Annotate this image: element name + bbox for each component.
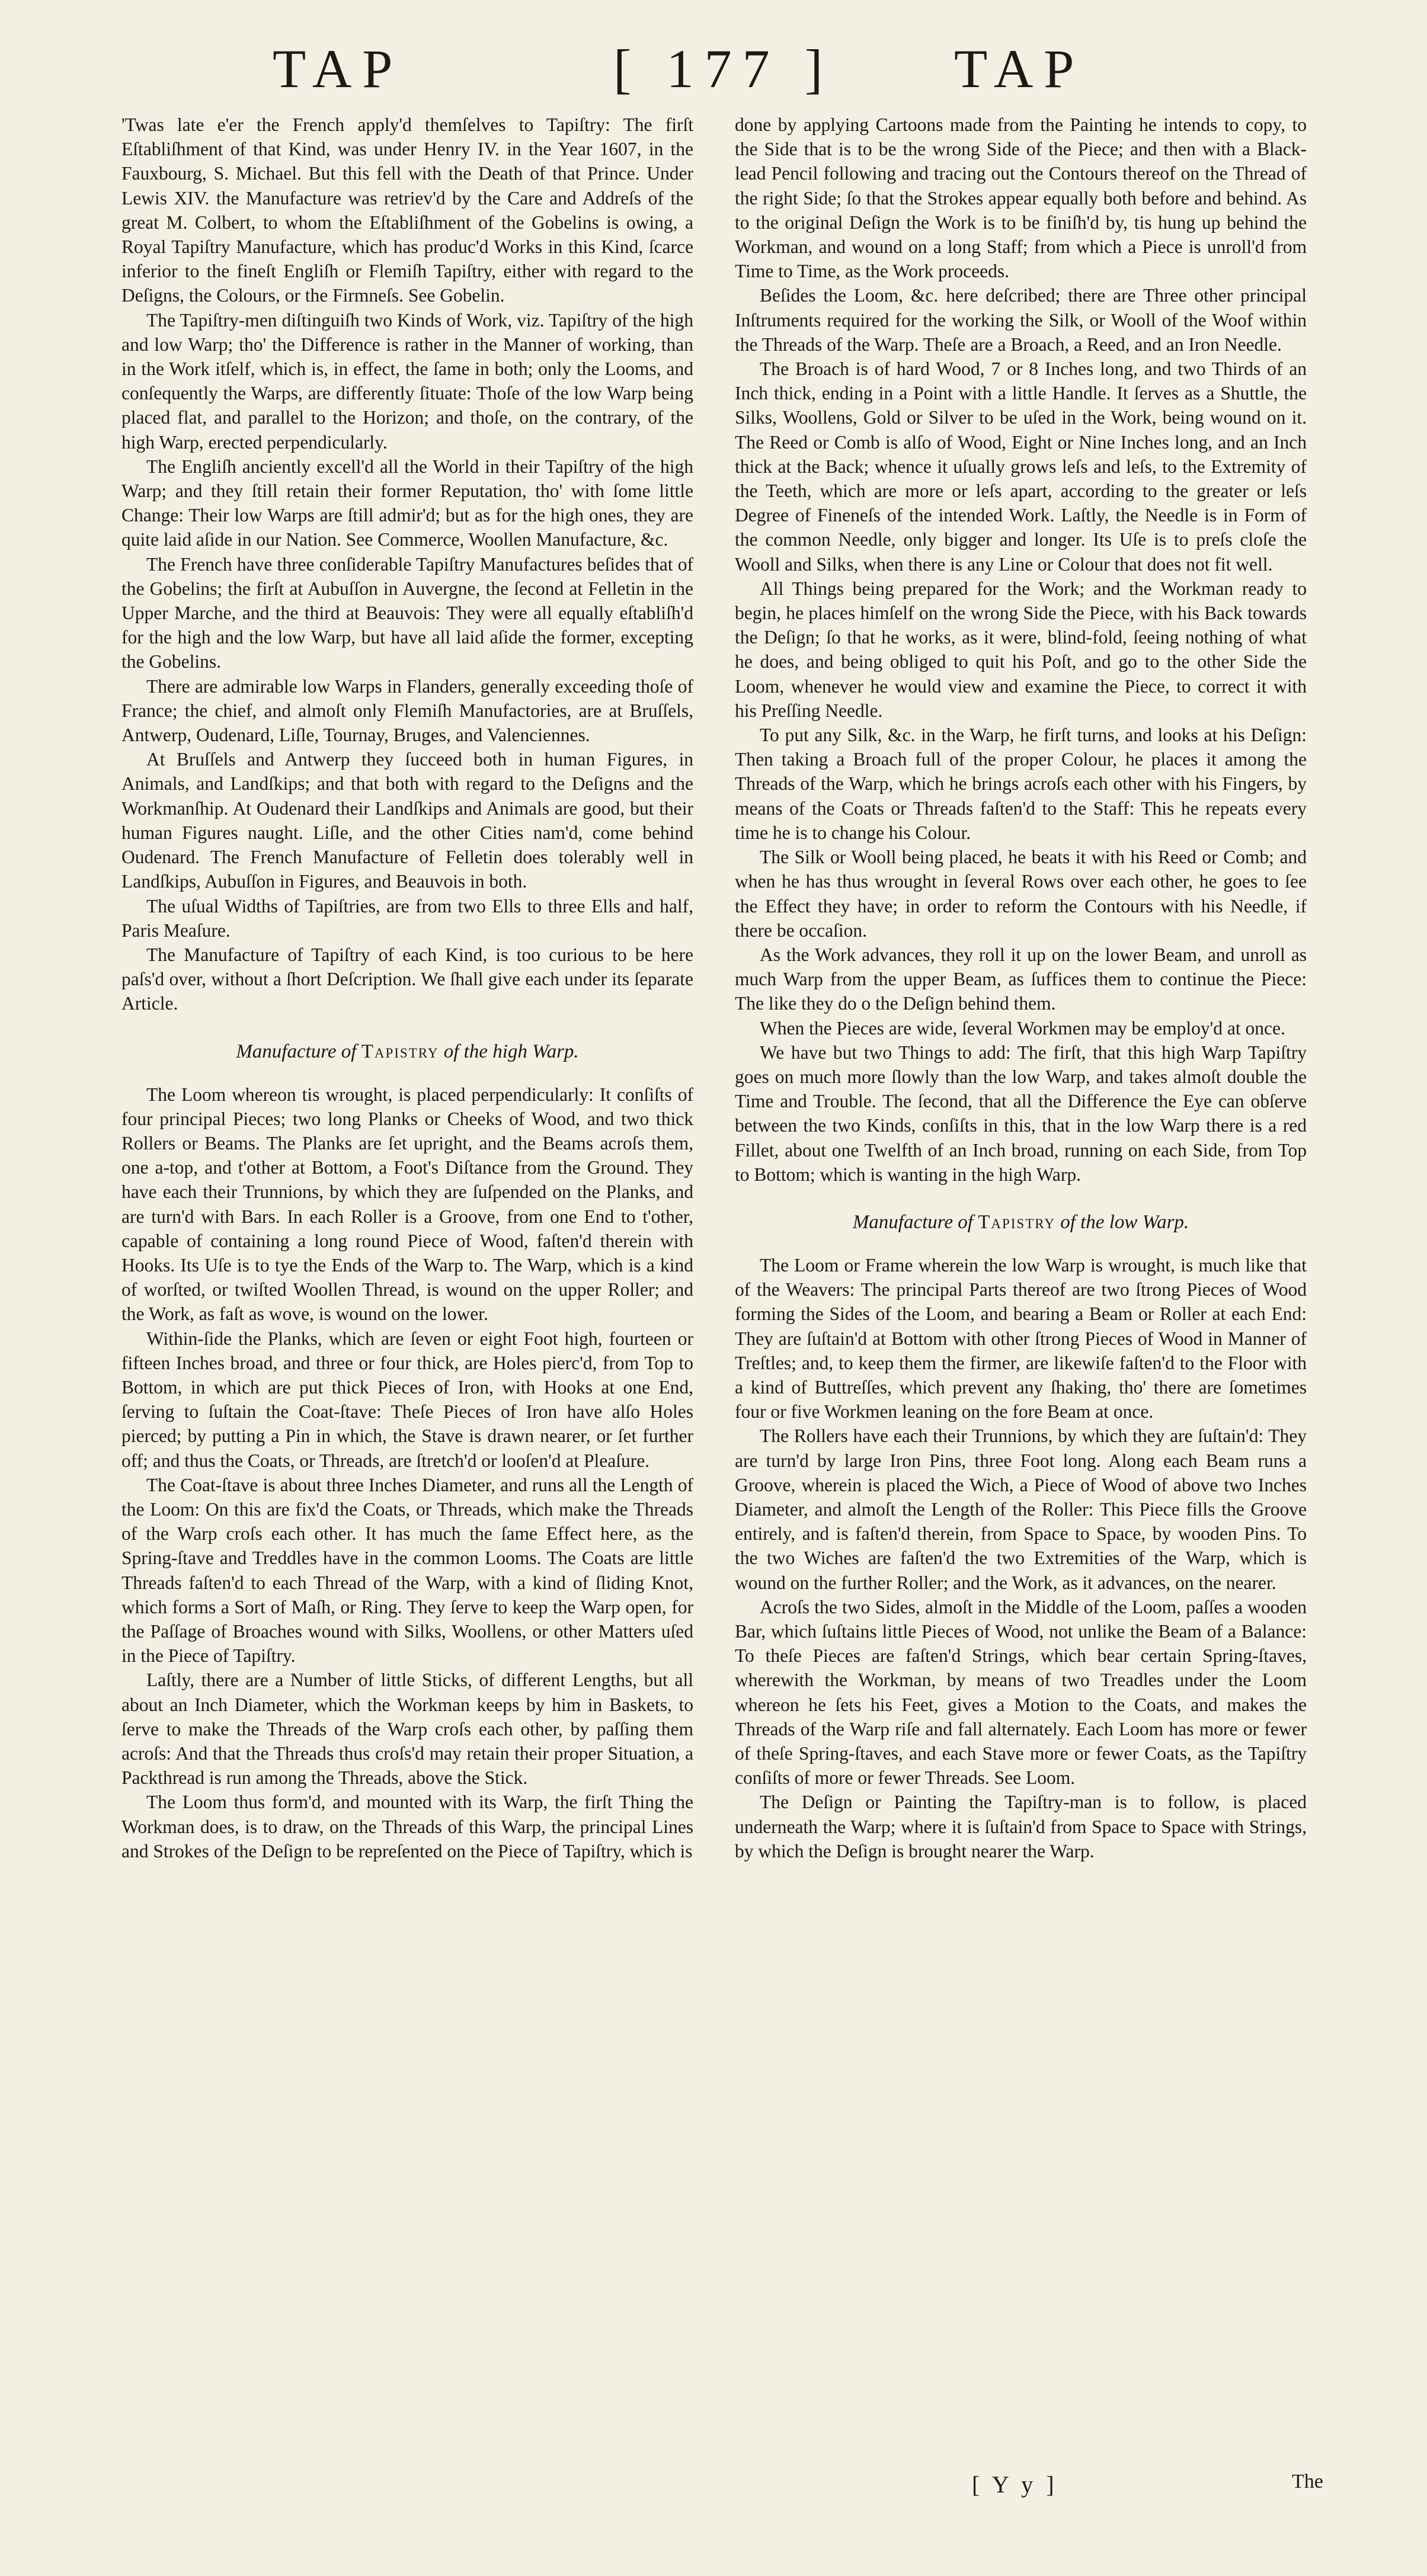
paragraph: All Things being prepared for the Work; and the Workman ready to begin, he places himſelf on the wrong Side the Piece, with his Back towards the Deſign; ſo that he works, as it were, blind-fold, ſeeing nothing of what he does, and being obliged to quit his Poſt, and go to the other Side the Loom, whenever he would view and examine the Piece, to correct it with his Preſſing Needle. [735,578,1307,721]
paragraph: Laſtly, there are a Number of little Sticks, of different Lengths, but all about an Inch Diameter, which the Workman keeps by him in Baskets, to ſerve to make the Threads of the Warp croſs each other, by paſſing them acroſs: And that the Threads thus croſs'd may retain their proper Situation, a Packthread is run among the Threads, above the Stick. [121,1670,693,1789]
page-number: [ 177 ] [613,39,834,99]
section-heading-high-warp [121,1039,693,1065]
paragraph: The Rollers have each their Trunnions, by which they are ſuſtain'd: They are turn'd by large Iron Pins, three Foot long. Along each Beam runs a Groove, wherein is placed the Wich, a Piece of Wood of above two Inches Diameter, and almoſt the Length of the Roller: This Piece fills the Groove entirely, and is faſten'd therein, from Space to Space, by wooden Pins. To the two Wiches are faſten'd the two Extremities of the Warp, which is wound on the further Roller; and the Work, as it advances, on the nearer. [735,1425,1307,1593]
paragraph: As the Work advances, they roll it up on the lower Beam, and unroll as much Warp from the upper Beam, as ſuffices them to continue the Piece: The like they do o the Deſign behind them. [735,944,1307,1014]
running-head-right: TAP [954,39,1085,99]
section-heading-low-warp [735,1209,1307,1235]
paragraph: The Manufacture of Tapiſtry of each Kind, is too curious to be here paſs'd over, without a ſhort Deſcription. We ſhall give each under its ſeparate Article. [121,944,693,1014]
section-heading-prefix: Manufacture of [852,1211,973,1233]
section-heading-suffix: of the low Warp. [1060,1211,1189,1233]
paragraph: The Tapiſtry-men diſtinguiſh two Kinds of Work, viz. Tapiſtry of the high and low Warp; tho' the Difference is rather in the Manner of working, than in the Work itſelf, which is, in effect, the ſame in both; only the Looms, and conſequently the Warps, are differently ſituate: Thoſe of the low Warp being placed flat, and parallel to the Horizon; and thoſe, on the contrary, of the high Warp, erected perpendicularly. [121,309,693,453]
paragraph: The Coat-ſtave is about three Inches Diameter, and runs all the Length of the Loom: On this are fix'd the Coats, or Threads, which make the Threads of the Warp croſs each other. It has much the ſame Effect here, as the Spring-ſtave and Treddles have in the common Looms. The Coats are little Threads faſten'd to each Thread of the Warp, with a kind of ſliding Knot, which forms a Sort of Maſh, or Ring. They ſerve to keep the Warp open, for the Paſſage of Broaches wound with Silks, Woollens, or other Matters uſed in the Piece of Tapiſtry. [121,1474,693,1667]
paragraph: At Bruſſels and Antwerp they ſucceed both in human Figures, in Animals, and Landſkips; and that both with regard to the Deſigns and the Workmanſhip. At Oudenard their Landſkips and Animals are good, but their human Figures naught. Liſle, and the other Cities nam'd, come behind Oudenard. The French Manufacture of Felletin does tolerably well in Landſkips, Aubuſſon in Figures, and Beauvois in both. [121,749,693,892]
paragraph: Beſides the Loom, &c. here deſcribed; there are Three other principal Inſtruments required for the working the Silk, or Wooll of the Woof within the Threads of the Warp. Theſe are a Broach, a Reed, and an Iron Needle. [735,285,1307,355]
section-heading-suffix: of the high Warp. [443,1040,579,1062]
paragraph: done by applying Cartoons made from the Painting he intends to copy, to the Side that is to be the wrong Side of the Piece; and then with a Black-lead Pencil following and tracing out the Contours thereof on the Thread of the right Side; ſo that the Strokes appear equally both before and behind. As to the original Deſign the Work is to be finiſh'd by, tis hung up behind the Workman, and wound on a long Staff; from which a Piece is unroll'd from Time to Time, as the Work proceeds. [735,114,1307,282]
paragraph: 'Twas late e'er the French apply'd themſelves to Tapiſtry: The firſt Eſtabliſhment of that Kind, was under Henry IV. in the Year 1607, in the Fauxbourg, S. Michael. But this fell with the Death of that Prince. Under Lewis XIV. the Manufacture was retriev'd by the Care and Addreſs of the great M. Colbert, to whom the Eſtabliſhment of the Gobelins is owing, a Royal Tapiſtry Manufacture, which has produc'd Works in this Kind, ſcarce inferior to the fineſt Engliſh or Flemiſh Tapiſtry, either with regard to the Deſigns, the Colours, or the Firmneſs. See Gobelin. [121,114,693,306]
paragraph: Acroſs the two Sides, almoſt in the Middle of the Loom, paſſes a wooden Bar, which ſuſtains little Pieces of Wood, not unlike the Beam of a Balance: To theſe Pieces are faſten'd Strings, which bear certain Spring-ſtaves, wherewith the Workman, by means of two Treadles under the Loom whereon he ſets his Feet, gives a Motion to the Coats, and makes the Threads of the Warp riſe and fall alternately. Each Loom has more or fewer of theſe Spring-ſtaves, and each Stave more or fewer Coats, as the Tapiſtry conſiſts of more or fewer Threads. See Loom. [735,1596,1307,1789]
paragraph: Within-ſide the Planks, which are ſeven or eight Foot high, fourteen or fifteen Inches broad, and three or four thick, are Holes pierc'd, from Top to Bottom, in which are put thick Pieces of Iron, with Hooks at one End, ſerving to ſuſtain the Coat-ſtave: Theſe Pieces of Iron have alſo Holes pierced; by putting a Pin in which, the Stave is drawn nearer, or ſet further off; and thus the Coats, or Threads, are ſtretch'd or looſen'd at Pleaſure. [121,1328,693,1471]
paragraph: We have but two Things to add: The firſt, that this high Warp Tapiſtry goes on much more ſlowly than the low Warp, and takes almoſt double the Time and Trouble. The ſecond, that all the Difference the Eye can obſerve between the two Kinds, conſiſts in this, that in the low Warp there is a red Fillet, about one Twelfth of an Inch broad, running on each Side, from Top to Bottom; which is wanting in the high Warp. [735,1042,1307,1185]
running-head-left: TAP [273,39,404,99]
paragraph: The French have three conſiderable Tapiſtry Manufactures beſides that of the Gobelins; the firſt at Aubuſſon in Auvergne, the ſecond at Felletin in the Upper Marche, and the third at Beauvois: They were all equally eſtabliſh'd for the high and the low Warp, but have all laid aſide the former, excepting the Gobelins. [121,553,693,672]
section-heading-caps: Tapistry [978,1211,1055,1233]
paragraph: The Broach is of hard Wood, 7 or 8 Inches long, and two Thirds of an Inch thick, ending in a Point with a little Handle. It ſerves as a Shuttle, the Silks, Woollens, Gold or Silver to be uſed in the Work, being wound on it. The Reed or Comb is alſo of Wood, Eight or Nine Inches long, and an Inch thick at the Back; whence it uſually grows leſs and leſs, to the Extremity of the Teeth, which are more or leſs apart, according to the greater or leſs Degree of Fineneſs of the intended Work. Laſtly, the Needle is in Form of the common Needle, only bigger and longer. Its Uſe is to preſs cloſe the Wooll and Silks, when there is any Line or Colour that does not fit well. [735,358,1307,575]
paragraph: The Loom thus form'd, and mounted with its Warp, the firſt Thing the Workman does, is to draw, on the Threads of this Warp, the principal Lines and Strokes of the Deſign to be repreſented on the Piece of Tapiſtry, which is [121,1792,693,1861]
paragraph: The uſual Widths of Tapiſtries, are from two Ells to three Ells and half, Paris Meaſure. [121,895,693,941]
signature-mark: [ Y y ] [972,2471,1058,2498]
paragraph: The Loom whereon tis wrought, is placed perpendicularly: It conſiſts of four principal Pieces; two long Planks or Cheeks of Wood, and two thick Rollers or Beams. The Planks are ſet upright, and the Beams acroſs them, one a-top, and t'other at Bottom, a Foot's Diſtance from the Ground. They have each their Trunnions, by which they are ſuſpended on the Planks, and are turn'd with Bars. In each Roller is a Groove, from one End to t'other, capable of containing a long round Piece of Wood, faſten'd therein with Hooks. Its Uſe is to tye the Ends of the Warp to. The Warp, which is a kind of worſted, or twiſted Woollen Thread, is wound on the upper Roller; and the Work, as faſt as wove, is wound on the lower. [121,1084,693,1325]
catchword: The [1292,2471,1323,2492]
paragraph: There are admirable low Warps in Flanders, generally exceeding thoſe of France; the chief, and almoſt only Flemiſh Manufactories, are at Bruſſels, Antwerp, Oudenard, Liſle, Tournay, Bruges, and Valenciennes. [121,675,693,746]
right-column [735,113,1307,2441]
section-heading-prefix: Manufacture of [236,1040,357,1062]
paragraph: The Silk or Wooll being placed, he beats it with his Reed or Comb; and when he has thus wrought in ſeveral Rows over each other, he goes to ſee the Effect they have; in order to reform the Contours with his Needle, if there be occaſion. [735,847,1307,941]
paragraph: The Engliſh anciently excell'd all the World in their Tapiſtry of the high Warp; and they ſtill retain their former Reputation, tho' with ſome little Change: Their low Warps are ſtill admir'd; but as for the high ones, they are quite laid aſide in our Nation. See Commerce, Woollen Manufacture, &c. [121,456,693,550]
paragraph: To put any Silk, &c. in the Warp, he firſt turns, and looks at his Deſign: Then taking a Broach full of the proper Colour, he places it among the Threads of the Warp, which he brings acroſs each other with his Fingers, by means of the Coats or Threads faſten'd to the Staff: This he repeats every time he is to change his Colour. [735,725,1307,843]
left-column [121,113,693,2441]
paragraph: When the Pieces are wide, ſeveral Workmen may be employ'd at once. [760,1017,1285,1039]
text-columns [121,113,1307,2441]
paragraph: The Deſign or Painting the Tapiſtry-man is to follow, is placed underneath the Warp; where it is ſuſtain'd from Space to Space with Strings, by which the Deſign is brought nearer the Warp. [735,1792,1307,1861]
section-heading-caps: Tapistry [361,1040,439,1062]
paragraph: The Loom or Frame wherein the low Warp is wrought, is much like that of the Weavers: The principal Parts thereof are two ſtrong Pieces of Wood forming the Sides of the Loom, and bearing a Beam or Roller at each End: They are ſuſtain'd at Bottom with other ſtrong Pieces of Wood in Manner of Treſtles; and, to keep them the firmer, are likewiſe faſten'd to the Floor with a kind of Buttreſſes, which prevent any ſhaking, tho' there are ſometimes four or five Workmen leaning on the fore Beam at once. [735,1254,1307,1422]
